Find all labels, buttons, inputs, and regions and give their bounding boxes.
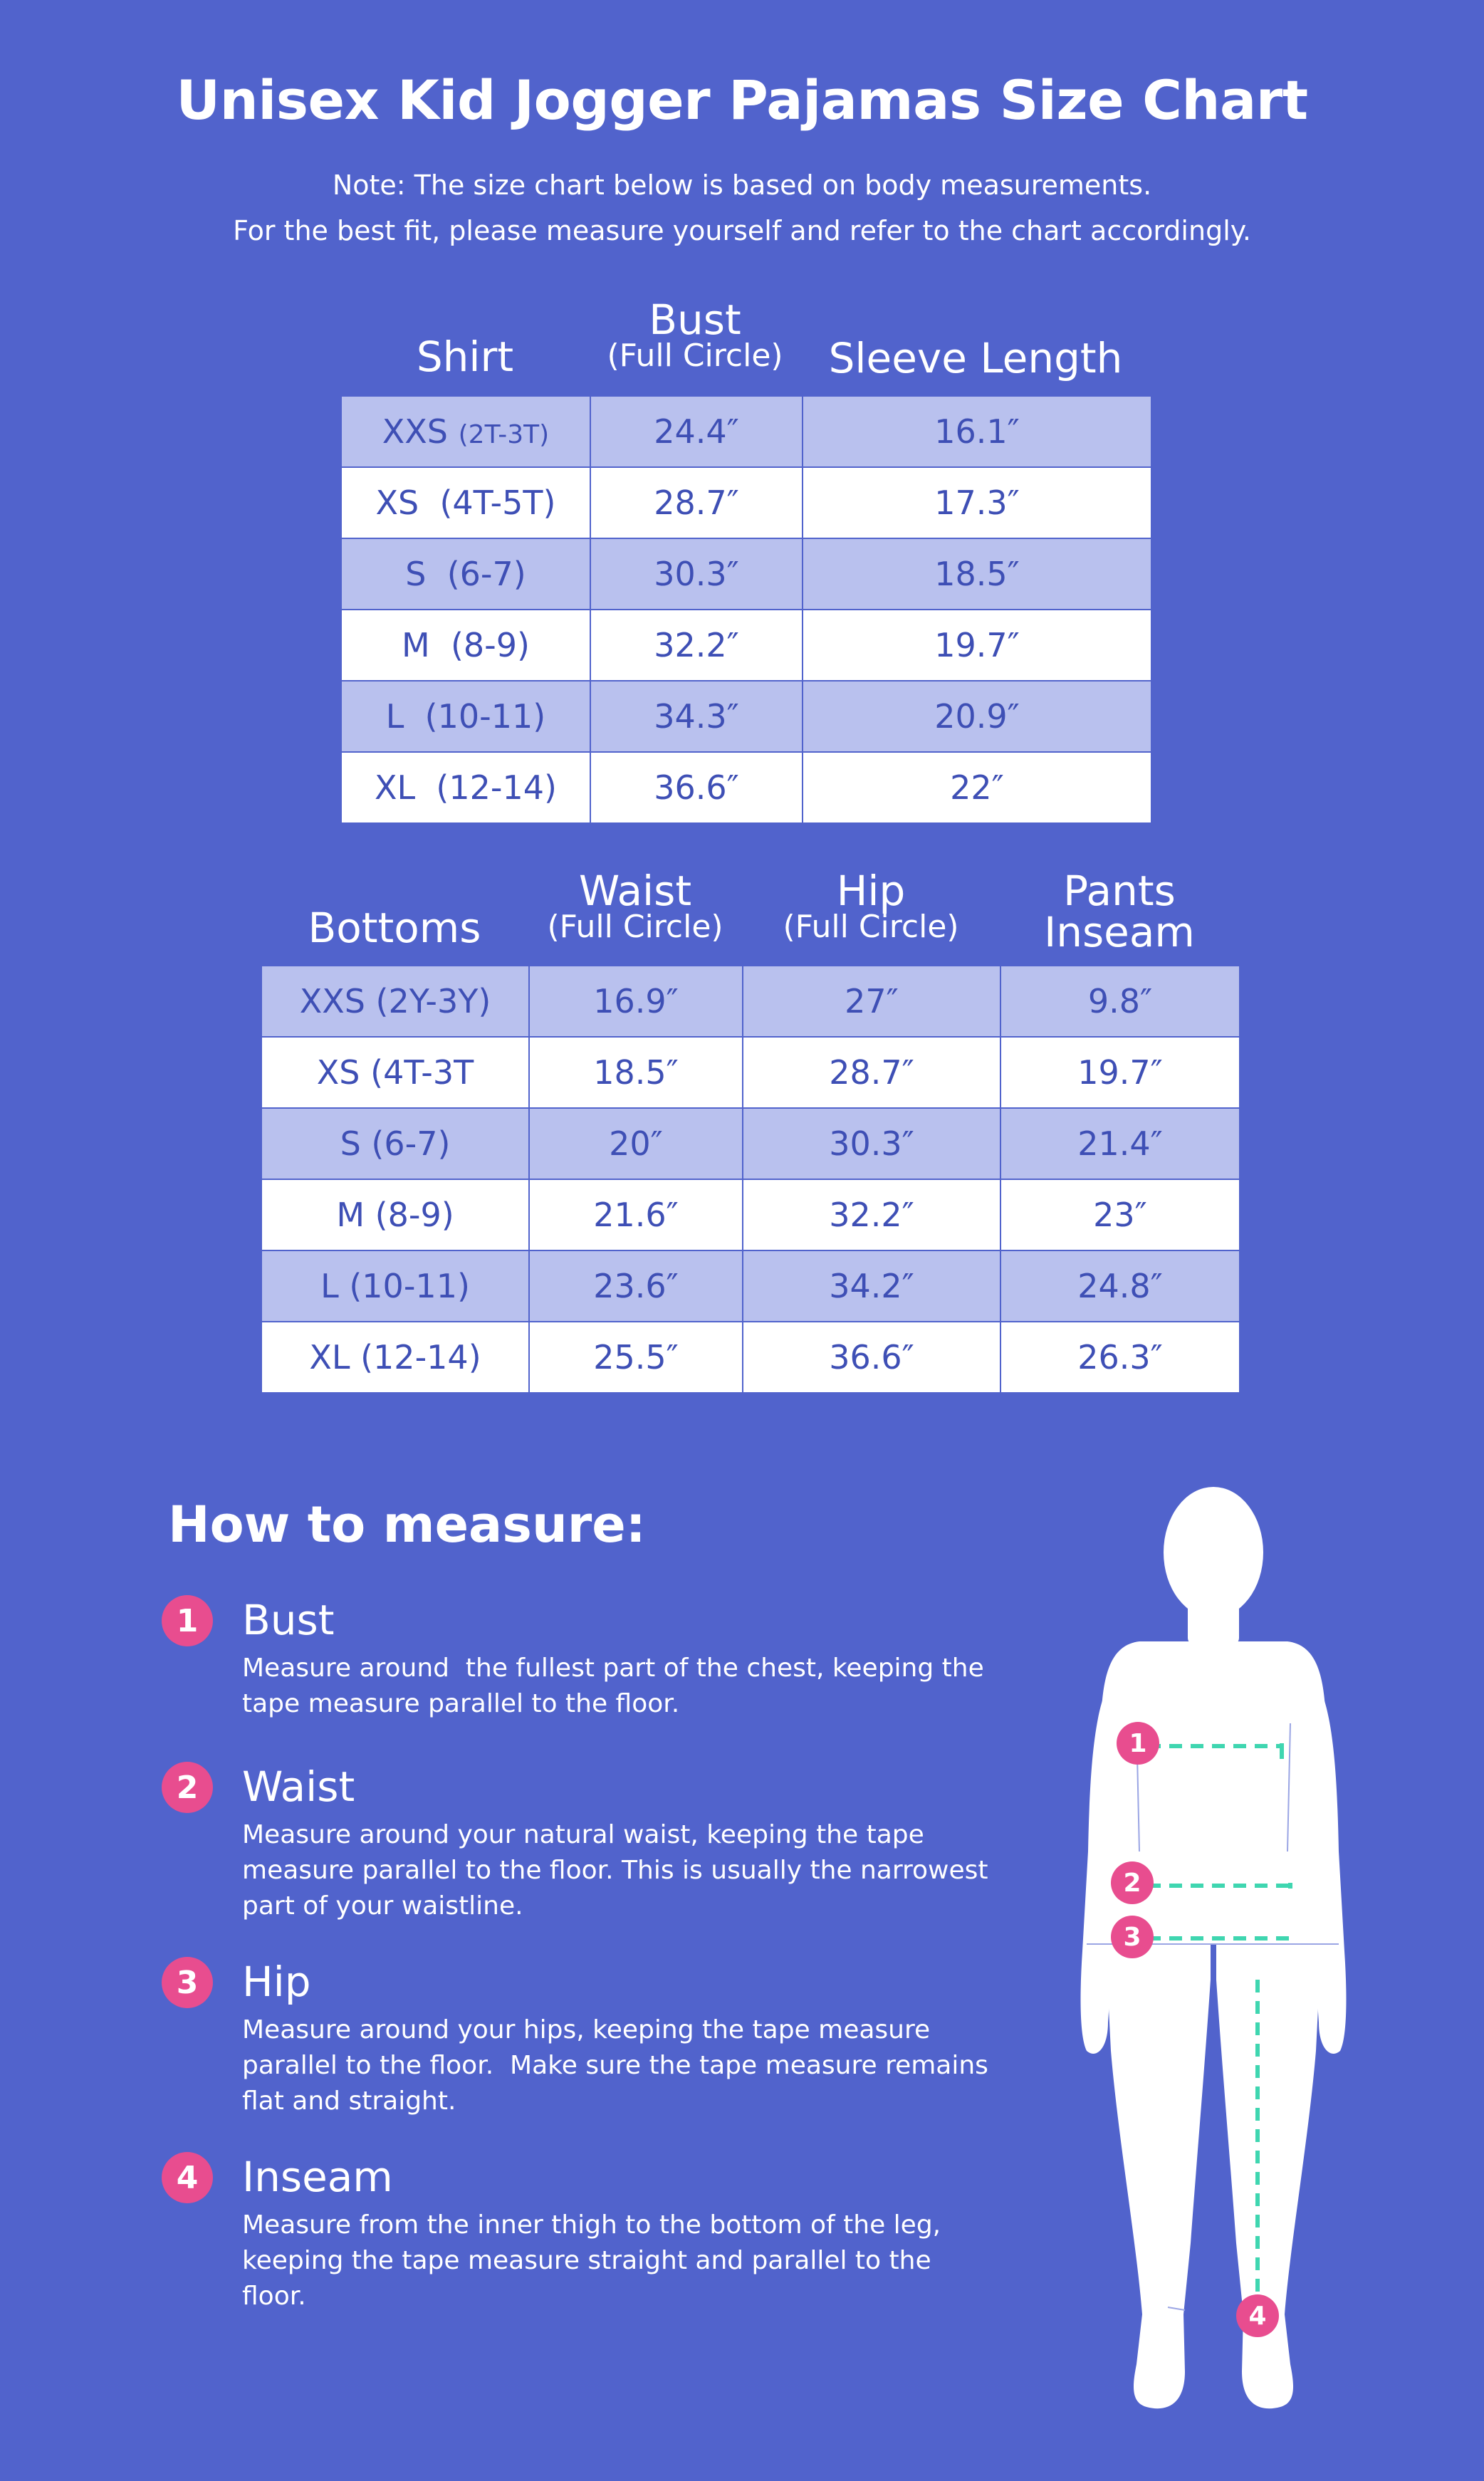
- hip-header-sub: (Full Circle): [783, 909, 959, 945]
- size-cell: XL (12-14): [341, 752, 590, 823]
- inseam-cell: 26.3″: [1000, 1322, 1240, 1393]
- bust-header-sub: (Full Circle): [607, 338, 783, 374]
- size-cell: S (6-7): [261, 1108, 529, 1179]
- size-cell: XS (4T-5T): [341, 467, 590, 538]
- step-4-title: Inseam: [242, 2153, 393, 2201]
- shirt-size-header: [340, 333, 590, 381]
- size-cell: [341, 396, 590, 467]
- shirt-size-table: [340, 395, 1152, 824]
- step-1-badge: 1: [162, 1595, 213, 1646]
- step-4-line-3: floor.: [242, 2282, 306, 2311]
- inseam-cell: 9.8″: [1000, 966, 1240, 1037]
- size-cell: XL (12-14): [261, 1322, 529, 1393]
- hip-header-label: Hip: [836, 867, 906, 915]
- bust-cell: 34.3″: [590, 681, 803, 752]
- hip-cell: 36.6″: [743, 1322, 1000, 1393]
- sleeve-cell: 19.7″: [803, 610, 1151, 681]
- sleeve-cell: 18.5″: [803, 538, 1151, 610]
- step-4-description: [242, 2208, 997, 2314]
- hip-cell: 28.7″: [743, 1037, 1000, 1108]
- hip-cell: 32.2″: [743, 1179, 1000, 1250]
- table-row: [261, 1322, 1240, 1393]
- waist-header-label: Waist: [578, 867, 692, 915]
- table-row: [341, 467, 1151, 538]
- size-note: (2T-3T): [458, 420, 550, 449]
- bust-cell: 36.6″: [590, 752, 803, 823]
- waist-cell: 23.6″: [529, 1250, 743, 1322]
- table-row: [341, 610, 1151, 681]
- step-2-title: Waist: [242, 1762, 355, 1811]
- sleeve-cell: 16.1″: [803, 396, 1151, 467]
- note-line-1: Note: The size chart below is based on body measurements.: [332, 169, 1152, 201]
- inseam-cell: 24.8″: [1000, 1250, 1240, 1322]
- table-row: [341, 681, 1151, 752]
- figure-marker-4: 4: [1236, 2294, 1279, 2337]
- step-2-line-1: Measure around your natural waist, keeping the tape: [242, 1820, 924, 1849]
- bust-cell: 30.3″: [590, 538, 803, 610]
- table-row: [261, 966, 1240, 1037]
- sleeve-cell: 22″: [803, 752, 1151, 823]
- sleeve-header: [800, 334, 1151, 382]
- hip-cell: 34.2″: [743, 1250, 1000, 1322]
- table-row: [341, 752, 1151, 823]
- bust-header: [588, 296, 802, 374]
- hip-cell: 27″: [743, 966, 1000, 1037]
- figure-marker-2: 2: [1111, 1861, 1154, 1904]
- sleeve-cell: 20.9″: [803, 681, 1151, 752]
- table-row: [341, 396, 1151, 467]
- shirt-header-label: Shirt: [416, 333, 514, 381]
- hip-cell: 30.3″: [743, 1108, 1000, 1179]
- figure-marker-3: 3: [1111, 1916, 1154, 1958]
- note-line-2: For the best fit, please measure yourself and refer to the chart accordingly.: [233, 215, 1251, 246]
- size-cell: XS (4T-3T: [261, 1037, 529, 1108]
- step-2-line-3: part of your waistline.: [242, 1891, 523, 1921]
- step-1-description: [242, 1651, 997, 1722]
- figure-marker-1: 1: [1117, 1722, 1159, 1765]
- step-3-badge: 3: [162, 1957, 213, 2008]
- waist-header-sub: (Full Circle): [547, 909, 723, 945]
- size-cell: XXS (2Y-3Y): [261, 966, 529, 1037]
- bust-cell: 24.4″: [590, 396, 803, 467]
- step-1-title: Bust: [242, 1596, 335, 1644]
- inseam-header-label-1: Pants: [1063, 867, 1176, 915]
- waist-cell: 20″: [529, 1108, 743, 1179]
- body-figure: [1061, 1467, 1367, 2435]
- bottoms-size-header: [261, 904, 528, 952]
- step-2-badge: 2: [162, 1762, 213, 1813]
- step-4-badge: 4: [162, 2152, 213, 2203]
- size-label: XXS: [382, 412, 449, 451]
- bottoms-size-table: [261, 965, 1240, 1394]
- step-4-line-2: keeping the tape measure straight and parallel to the: [242, 2246, 931, 2275]
- waist-header: [528, 867, 742, 945]
- table-row: [261, 1179, 1240, 1250]
- step-2-line-2: measure parallel to the floor. This is usually the narrowest: [242, 1856, 988, 1885]
- waist-cell: 21.6″: [529, 1179, 743, 1250]
- table-row: [341, 538, 1151, 610]
- step-3-title: Hip: [242, 1958, 311, 2006]
- size-cell: L (10-11): [341, 681, 590, 752]
- size-cell: M (8-9): [261, 1179, 529, 1250]
- inseam-header-label-2: Inseam: [1044, 908, 1195, 956]
- step-3-line-1: Measure around your hips, keeping the tape measure: [242, 2015, 931, 2044]
- how-to-measure-title: How to measure:: [168, 1495, 646, 1554]
- bust-cell: 32.2″: [590, 610, 803, 681]
- bust-cell: 28.7″: [590, 467, 803, 538]
- waist-cell: 25.5″: [529, 1322, 743, 1393]
- size-cell: S (6-7): [341, 538, 590, 610]
- step-1-line-1: Measure around the fullest part of the chest, keeping the: [242, 1654, 984, 1683]
- step-2-description: [242, 1817, 997, 1924]
- inseam-cell: 21.4″: [1000, 1108, 1240, 1179]
- size-cell: L (10-11): [261, 1250, 529, 1322]
- sleeve-cell: 17.3″: [803, 467, 1151, 538]
- inseam-cell: 23″: [1000, 1179, 1240, 1250]
- waist-cell: 16.9″: [529, 966, 743, 1037]
- inseam-header: [1000, 867, 1239, 956]
- table-row: [261, 1250, 1240, 1322]
- step-3-line-3: flat and straight.: [242, 2086, 456, 2116]
- hip-header: [742, 867, 1000, 945]
- bottoms-header-label: Bottoms: [308, 904, 481, 952]
- table-row: [261, 1108, 1240, 1179]
- step-4-line-1: Measure from the inner thigh to the bottom of the leg,: [242, 2210, 941, 2240]
- size-cell: M (8-9): [341, 610, 590, 681]
- page-title: Unisex Kid Jogger Pajamas Size Chart: [176, 68, 1308, 132]
- step-3-description: [242, 2012, 997, 2119]
- inseam-cell: 19.7″: [1000, 1037, 1240, 1108]
- bust-header-label: Bust: [649, 296, 741, 344]
- sleeve-header-label: Sleeve Length: [828, 334, 1123, 382]
- step-1-line-2: tape measure parallel to the floor.: [242, 1689, 680, 1718]
- waist-cell: 18.5″: [529, 1037, 743, 1108]
- step-3-line-2: parallel to the floor. Make sure the tape measure remains: [242, 2051, 988, 2080]
- table-row: [261, 1037, 1240, 1108]
